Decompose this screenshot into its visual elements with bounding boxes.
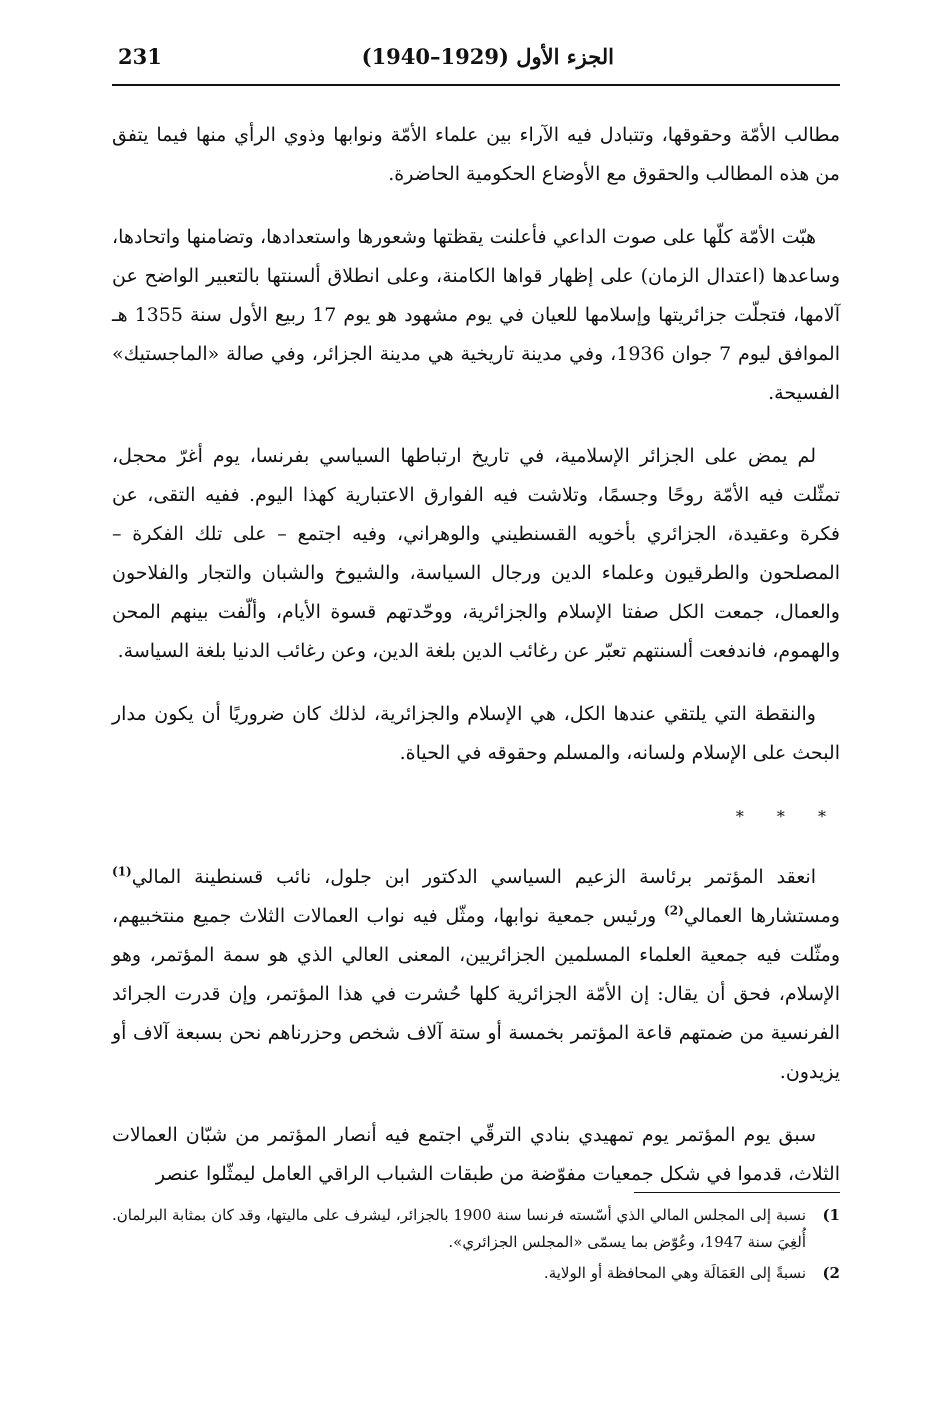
page-number: 231	[118, 44, 162, 69]
paragraph-5	[112, 858, 840, 1092]
paragraph-1: مطالب الأمّة وحقوقها، وتتبادل فيه الآراء بين علماء الأمّة ونوابها وذوي الرأي منها فيما يتفق من هذه المطالب والحقوق مع الأوضاع الحكومية الحاضرة.	[112, 124, 840, 185]
running-head: الجزء الأول (1929–1940)	[361, 44, 614, 69]
paragraph-5-text-b: ومستشارها العمالي	[683, 905, 840, 927]
paragraph-5-text-a: انعقد المؤتمر برئاسة الزعيم السياسي الدكتور ابن جلول، نائب قسنطينة المالي	[131, 866, 816, 888]
paragraph-6: سبق يوم المؤتمر يوم تمهيدي بنادي الترقّي اجتمع فيه أنصار المؤتمر من شبّان العمالات الثلاث، قدموا في شكل جمعيات مفوّضة من طبقات الشباب الراقي العامل ليمثّلوا عنصر	[112, 1124, 840, 1185]
footnote-number: (2	[822, 1264, 840, 1282]
footnote-2	[112, 1260, 840, 1287]
main-text	[112, 116, 840, 1218]
paragraph-5-text-c: ورئيس جمعية نوابها، ومثّل فيه نواب العمالات الثلاث جميع منتخبيهم، ومثّلت فيه جمعية العلماء المسلمين الجزائريين، المعنى العالي الذي هو سمة المؤتمر، وهو الإسلام، فحق أن يقال: إن الأمّة الجزائرية كلها حُشرت في هذا المؤتمر، وإن قدرت الجرائد الفرنسية من ضمتهم قاعة المؤتمر بخمسة أو ستة آلاف شخص وحزرناهم نحن بسبعة آلاف أو يزيدون.	[112, 905, 840, 1083]
footnote-reference-2: (2)	[664, 903, 684, 918]
footnote-rule	[634, 1192, 840, 1193]
section-separator: * * *	[735, 807, 840, 826]
footnote-reference-1: (1)	[112, 864, 132, 879]
footnote-number: (1	[822, 1206, 840, 1224]
paragraph-4: والنقطة التي يلتقي عندها الكل، هي الإسلام والجزائرية، لذلك كان ضروريًا أن يكون مدار البحث على الإسلام ولسانه، والمسلم وحقوقه في الحياة.	[112, 703, 840, 764]
paragraph-3: لم يمض على الجزائر الإسلامية، في تاريخ ارتباطها السياسي بفرنسا، يوم أغرّ محجل، تمثّلت فيه الأمّة روحًا وجسمًا، وتلاشت فيه الفوارق الاعتبارية كهذا اليوم. ففيه التقى، عن فكرة وعقيدة، الجزائري بأخويه القسنطيني والوهراني، وفيه اجتمع – على تلك الفكرة – المصلحون والطرقيون وعلماء الدين ورجال السياسة، والشيوخ والشبان والتجار والفلاحون والعمال، جمعت الكل صفتا الإسلام والجزائرية، ووحّدتهم قسوة الأيام، وألّفت بينهم المحن والهموم، فاندفعت ألسنتهم تعبّر عن رغائب الدين بلغة الدين، وعن رغائب الدنيا بلغة السياسة.	[112, 445, 840, 662]
footnote-1	[112, 1202, 840, 1256]
paragraph-2: هبّت الأمّة كلّها على صوت الداعي فأعلنت يقظتها وشعورها واستعدادها، وتضامنها واتحادها، وساعدها (اعتدال الزمان) على إظهار قواها الكامنة، وعلى انطلاق ألسنتها بالتعبير الواضح عن آلامها، فتجلّت جزائريتها وإسلامها للعيان في يوم مشهود هو يوم 17 ربيع الأول سنة 1355 هـ الموافق ليوم 7 جوان 1936، وفي مدينة تاريخية هي مدينة الجزائر، وفي صالة «الماجستيك» الفسيحة.	[112, 226, 840, 404]
footnote-text: نسبة إلى المجلس المالي الذي أسّسته فرنسا سنة 1900 بالجزائر، ليشرف على ماليتها، وقد كان بمثابة البرلمان. أُلغِيَ سنة 1947، وعُوّض بما يسمّى «المجلس الجزائري».	[112, 1206, 806, 1251]
page-header	[112, 40, 840, 86]
footnotes	[112, 1202, 840, 1291]
footnote-text: نسبةً إلى العَمَالَة وهي المحافظة أو الولاية.	[543, 1264, 806, 1282]
